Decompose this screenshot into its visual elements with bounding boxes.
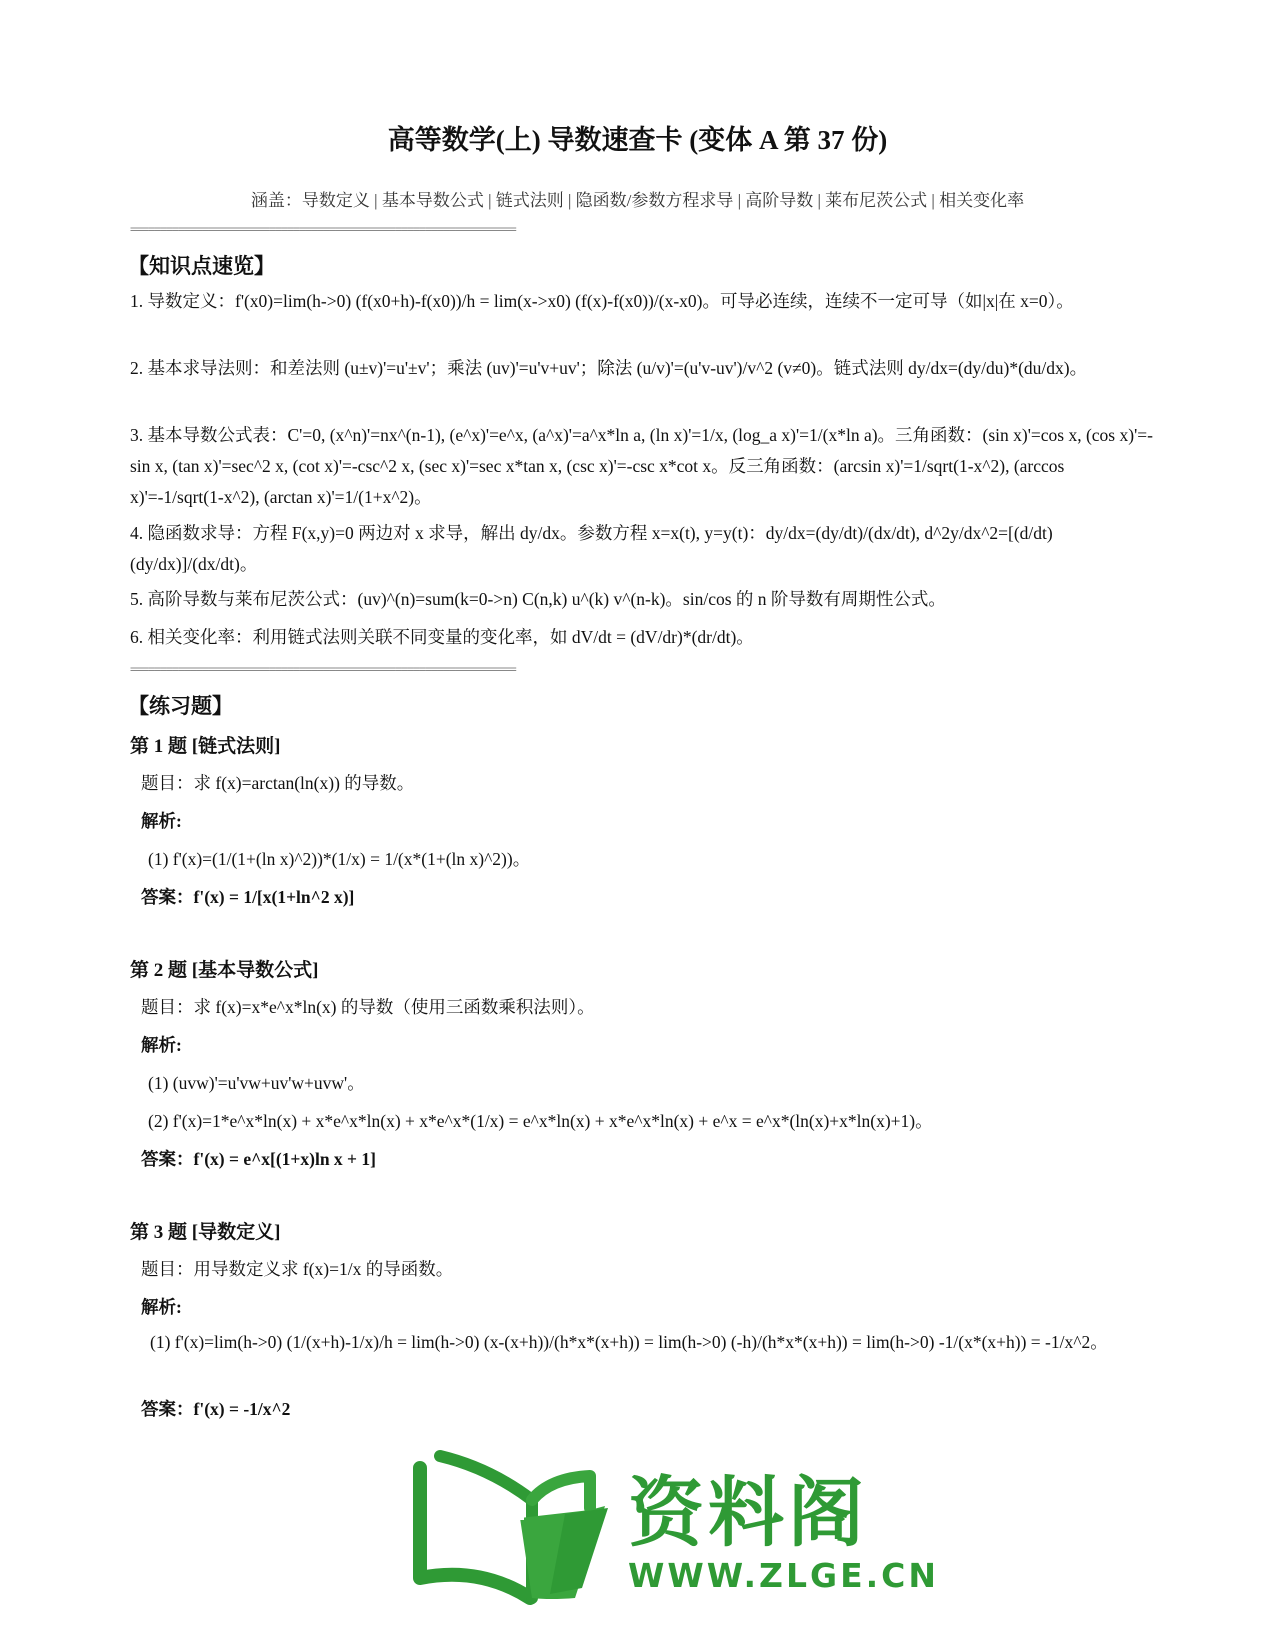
question-1-title: 第 1 题 [链式法则] bbox=[130, 736, 281, 757]
practice-heading: 【练习题】 bbox=[128, 694, 233, 718]
divider-middle: ================================================================ bbox=[130, 662, 516, 676]
question-2-text: 题目：求 f(x)=x*e^x*ln(x) 的导数（使用三函数乘积法则）。 bbox=[141, 997, 595, 1017]
question-1-answer: 答案：f'(x) = 1/[x(1+ln^2 x)] bbox=[141, 887, 355, 907]
question-2-step-1: (1) (uvw)'=u'vw+uv'w+uvw'。 bbox=[148, 1073, 365, 1093]
knowledge-item-6: 6. 相关变化率：利用链式法则关联不同变量的变化率，如 dV/dt = (dV/dr)*(dr/dt)。 bbox=[130, 627, 754, 647]
question-3-step-1: (1) f'(x)=lim(h->0) (1/(x+h)-1/x)/h = lim(h->0) (x-(x+h))/(h*x*(x+h)) = lim(h->0) (-h)/(h*x*(x+h)) = lim(h->0) -1/(x*(x+h)) = -1/x^2。 bbox=[150, 1332, 1108, 1352]
page-title: 高等数学(上) 导数速查卡 (变体 A 第 37 份) bbox=[387, 125, 888, 155]
knowledge-item-2: 2. 基本求导法则：和差法则 (u±v)'=u'±v'；乘法 (uv)'=u'v+uv'；除法 (u/v)'=(u'v-uv')/v^2 (v≠0)。链式法则 dy/dx=(dy/du)*(du/dx)。 bbox=[130, 358, 1088, 378]
question-2-step-2: (2) f'(x)=1*e^x*ln(x) + x*e^x*ln(x) + x*e^x*(1/x) = e^x*ln(x) + x*e^x*ln(x) + e^x = e^x*(ln(x)+x*ln(x)+1)。 bbox=[148, 1111, 933, 1131]
divider-top: ================================================================ bbox=[130, 222, 516, 236]
question-3-title: 第 3 题 [导数定义] bbox=[130, 1222, 281, 1243]
knowledge-item-5: 5. 高阶导数与莱布尼茨公式：(uv)^(n)=sum(k=0->n) C(n,k) u^(k) v^(n-k)。sin/cos 的 n 阶导数有周期性公式。 bbox=[130, 589, 946, 609]
question-2-answer: 答案：f'(x) = e^x[(1+x)ln x + 1] bbox=[141, 1149, 376, 1169]
question-2-title: 第 2 题 [基本导数公式] bbox=[130, 960, 319, 981]
question-3-text: 题目：用导数定义求 f(x)=1/x 的导函数。 bbox=[141, 1259, 454, 1279]
knowledge-item-4: 4. 隐函数求导：方程 F(x,y)=0 两边对 x 求导，解出 dy/dx。参数方程 x=x(t), y=y(t)：dy/dx=(dy/dt)/(dx/dt), d^2y/dx^2=[(d/dt)(dy/dx)]/(dx/dt)。 bbox=[130, 523, 1053, 574]
question-1-text: 题目：求 f(x)=arctan(ln(x)) 的导数。 bbox=[141, 773, 415, 793]
page-subtitle: 涵盖：导数定义 | 基本导数公式 | 链式法则 | 隐函数/参数方程求导 | 高阶导数 | 莱布尼茨公式 | 相关变化率 bbox=[250, 191, 1025, 210]
question-3-answer: 答案：f'(x) = -1/x^2 bbox=[141, 1399, 291, 1419]
watermark-brand-name: 资料阁 bbox=[628, 1468, 868, 1557]
question-1-step-1: (1) f'(x)=(1/(1+(ln x)^2))*(1/x) = 1/(x*(1+(ln x)^2))。 bbox=[148, 849, 531, 869]
question-3-analysis-label: 解析: bbox=[141, 1297, 182, 1317]
question-2-analysis-label: 解析: bbox=[141, 1035, 182, 1055]
watermark-url: WWW.ZLGE.CN bbox=[628, 1556, 940, 1595]
knowledge-item-1: 1. 导数定义：f'(x0)=lim(h->0) (f(x0+h)-f(x0))/h = lim(x->x0) (f(x)-f(x0))/(x-x0)。可导必连续，连续不一定可导（如|x|在 x=0）。 bbox=[130, 291, 1074, 311]
knowledge-heading: 【知识点速览】 bbox=[128, 254, 275, 278]
knowledge-item-3: 3. 基本导数公式表：C'=0, (x^n)'=nx^(n-1), (e^x)'=e^x, (a^x)'=a^x*ln a, (ln x)'=1/x, (log_a x)'=1/(x*ln a)。三角函数：(sin x)'=cos x, (cos x)'=-sin x, (tan x)'=sec^2 x, (cot x)'=-csc^2 x, (sec x)'=sec x*tan x, (csc x)'=-csc x*cot x。反三角函数：(arcsin x)'=1/sqrt(1-x^2), (arccos x)'=-1/sqrt(1-x^2), (arctan x)'=1/(1+x^2)。 bbox=[130, 425, 1153, 507]
question-1-analysis-label: 解析: bbox=[141, 811, 182, 831]
